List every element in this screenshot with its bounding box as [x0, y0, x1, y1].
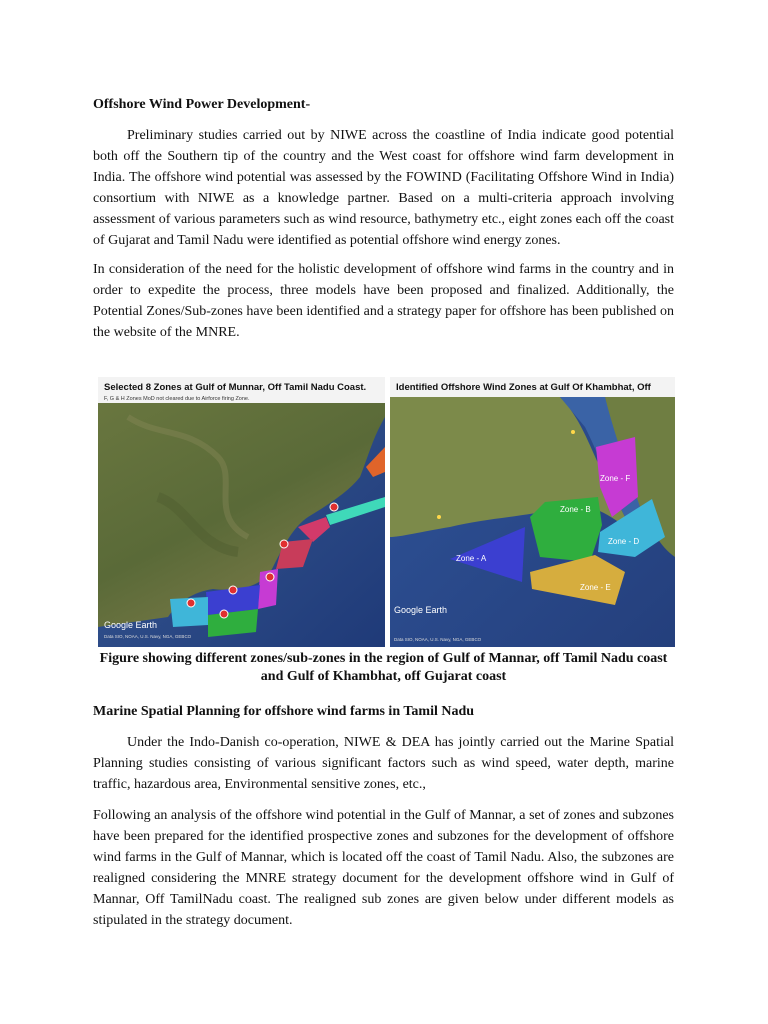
marker-icon	[229, 586, 237, 594]
place-marker-icon	[571, 430, 575, 434]
map-credits: Data SIO, NOAA, U.S. Navy, NGA, GEBCO	[104, 634, 192, 639]
section-title: Offshore Wind Power Development-	[93, 97, 311, 112]
section-offshore-wind	[93, 95, 674, 343]
map-subtitle: F, G & H Zones MoD not cleared due to Airforce firing Zone.	[104, 396, 250, 402]
google-earth-watermark: Google Earth	[104, 620, 158, 630]
paragraph: Preliminary studies carried out by NIWE across the coastline of India indicate good potential both off the Southern tip of the country and the West coast for offshore wind farm development in India. The offshore wind potential was assessed by the FOWIND (Facilitating Offshore Wind in India) consortium with NIWE as a knowledge partner. Based on a multi-criteria approach involving assessment of various parameters such as wind resource, bathymetry etc., eight zones each off the coast of Gujarat and Tamil Nadu were identified as potential offshore wind energy zones.	[93, 128, 674, 248]
zone-label: Zone - B	[560, 505, 591, 514]
zone-label: Zone - F	[600, 474, 631, 483]
marker-icon	[266, 573, 274, 581]
marker-icon	[220, 610, 228, 618]
paragraph: Under the Indo-Danish co-operation, NIWE & DEA has jointly carried out the Marine Spatial Planning studies consisting of various significant factors such as wind speed, water depth, marine traffic, hazardous area, Environmental sensitive zones, etc.,	[93, 735, 674, 792]
section-marine-spatial-planning	[93, 702, 674, 931]
figure-maps	[98, 377, 676, 647]
zone-label: Zone - A	[456, 554, 487, 563]
marker-icon	[280, 540, 288, 548]
map-credits: Data SIO, NOAA, U.S. Navy, NGA, GEBCO	[394, 637, 482, 642]
google-earth-watermark: Google Earth	[394, 605, 448, 615]
section-title: Marine Spatial Planning for offshore wind farms in Tamil Nadu	[93, 704, 475, 719]
map-title: Identified Offshore Wind Zones at Gulf Of Khambhat, Off	[396, 382, 651, 393]
paragraph: In consideration of the need for the holistic development of offshore wind farms in the country and in order to expedite the process, three models have been proposed and finalized. Additionally, the Potential Zones/Sub-zones have been identified and a strategy paper for offshore has been published on the website of the MNRE.	[93, 262, 674, 340]
marker-icon	[330, 503, 338, 511]
place-marker-icon	[437, 515, 441, 519]
paragraph: Following an analysis of the offshore wind potential in the Gulf of Mannar, a set of zones and subzones have been prepared for the identified prospective zones and subzones for the development of offshore wind farms in the Gulf of Mannar, which is located off the coast of Tamil Nadu. Also, the subzones are realigned considering the MNRE strategy document for the development offshore wind in Gulf of Mannar, Off TamilNadu coast. The realigned sub zones are given below under different models as stipulated in the strategy document.	[93, 808, 674, 928]
map-gulf-of-khambhat	[390, 377, 675, 647]
zone-label: Zone - E	[580, 583, 611, 592]
map-title: Selected 8 Zones at Gulf of Munnar, Off Tamil Nadu Coast.	[104, 382, 367, 393]
marker-icon	[187, 599, 195, 607]
figure-caption: Figure showing different zones/sub-zones in the region of Gulf of Mannar, off Tamil Nadu coast and Gulf of Khambhat, off Gujarat coast	[99, 651, 668, 684]
map-gulf-of-mannar	[98, 377, 385, 647]
zone-label: Zone - D	[608, 537, 640, 546]
